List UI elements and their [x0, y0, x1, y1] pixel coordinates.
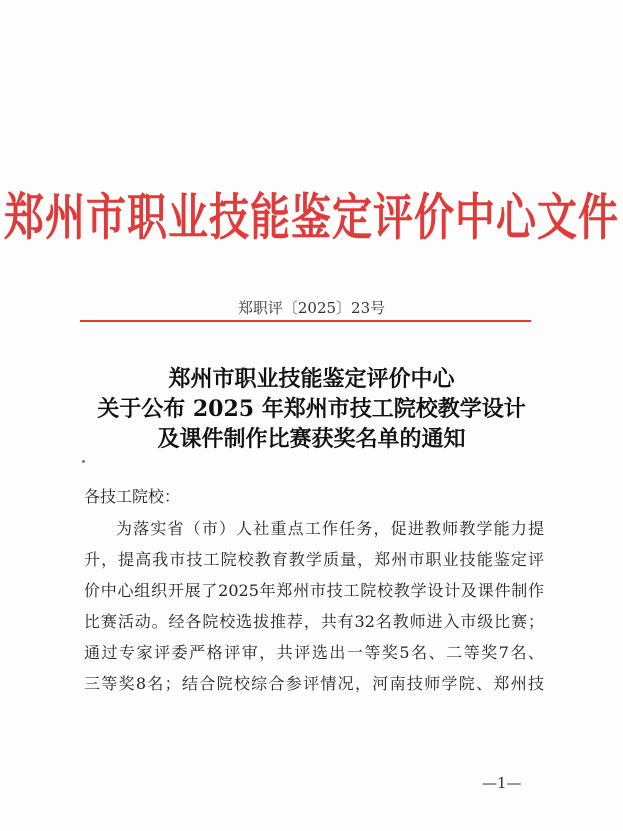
notice-title: [0, 364, 623, 454]
masthead-title: 郑州市职业技能鉴定评价中心文件: [4, 189, 619, 247]
document-number: 郑职评〔2025〕23号: [237, 299, 386, 317]
body-line-3: 价中心组织开展了2025年郑州市技工院校教学设计及课件制作: [84, 581, 544, 600]
body-line-1: 为落实省（市）人社重点工作任务，促进教师教学能力提: [116, 519, 544, 538]
title-line-1: 郑州市职业技能鉴定评价中心: [168, 366, 455, 392]
salutation: 各技工院校：: [84, 487, 181, 506]
title-line-3: 及课件制作比赛获奖名单的通知: [157, 426, 466, 452]
title-line-2: 关于公布 2025 年郑州市技工院校教学设计: [97, 396, 526, 422]
page-number: —1—: [482, 774, 522, 792]
body-line-5: 通过专家评委严格评审，共评选出一等奖5名、二等奖7名、: [84, 643, 544, 662]
body-line-2: 升，提高我市技工院校教育教学质量，郑州市职业技能鉴定评: [84, 550, 544, 569]
red-divider-line: [80, 320, 531, 322]
body-paragraph: [84, 513, 544, 699]
scan-speck: [82, 460, 85, 463]
body-line-6: 三等奖8名；结合院校综合参评情况，河南技师学院、郑州技: [84, 674, 544, 693]
body-line-4: 比赛活动。经各院校选拔推荐，共有32名教师进入市级比赛；: [84, 612, 544, 631]
